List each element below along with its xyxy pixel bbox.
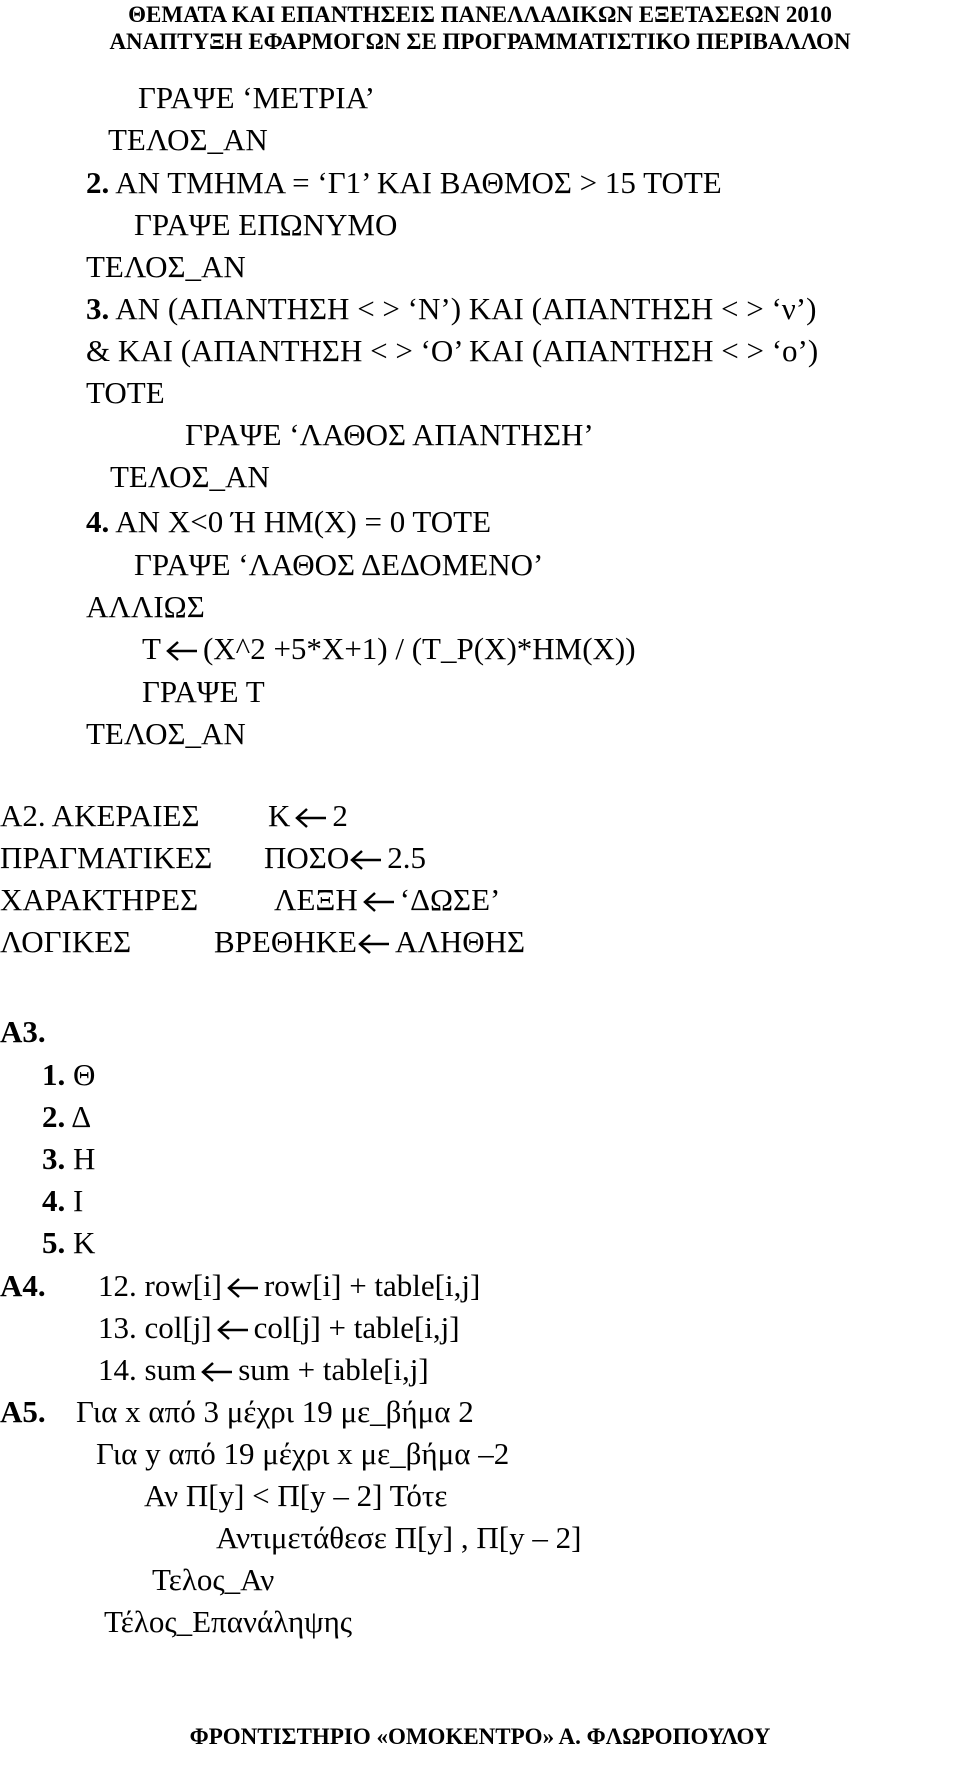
item-number: 3. [42, 1141, 66, 1176]
a1-line: ΓΡΑΨΕ ΕΠΩΝΥΜΟ [134, 207, 398, 242]
a3-answer-item [42, 1181, 83, 1221]
item-number: 2. [42, 1099, 66, 1134]
a1-line: ΤΕΛΟΣ_ΑΝ [86, 716, 246, 751]
a1-line: & ΚΑΙ (ΑΠΑΝΤΗΣΗ < > ‘Ο’ ΚΑΙ (ΑΠΑΝΤΗΣΗ < > ‘ο’) [86, 333, 819, 368]
a1-item-4 [86, 502, 491, 542]
line-number: 13. [98, 1310, 137, 1345]
a1-line: ΑΝ ΤΜΗΜΑ = ‘Γ1’ ΚΑΙ ΒΑΘΜΟΣ > 15 ΤΟΤΕ [115, 165, 722, 200]
section-label: Α5. [0, 1394, 46, 1429]
a1-line: ΤΟΤΕ [86, 375, 165, 410]
left-arrow-icon [362, 891, 396, 913]
item-value: Θ [73, 1057, 96, 1092]
decl-var: ΠΟΣΟ [264, 840, 350, 875]
header-title-line-2: ΑΝΑΠΤΥΞΗ ΕΦΑΡΜΟΓΩΝ ΣΕ ΠΡΟΓΡΑΜΜΑΤΙΣΤΙΚΟ ΠΕΡΙΒΑΛΛΟΝ [109, 29, 851, 54]
a1-item-2 [86, 163, 722, 203]
a2-declaration-reals [0, 838, 426, 878]
a1-line: ΓΡΑΨΕ ‘ΛΑΘΟΣ ΔΕΔΟΜΕΝΟ’ [134, 547, 544, 582]
a4-line-12 [0, 1266, 480, 1306]
item-number: 5. [42, 1225, 66, 1260]
assign-target: row[i] [144, 1268, 222, 1303]
assign-target: col[j] [144, 1310, 212, 1345]
item-value: Δ [71, 1099, 92, 1134]
a2-declaration-chars [0, 880, 500, 920]
assign-expression: col[j] + table[i,j] [253, 1310, 460, 1345]
line-number: 12. [98, 1268, 137, 1303]
decl-var: ΒΡΕΘΗΚΕ [214, 924, 357, 959]
left-arrow-icon [357, 933, 391, 955]
item-value: Κ [73, 1225, 96, 1260]
decl-var: Κ [268, 798, 291, 833]
line-number: 14. [98, 1352, 137, 1387]
a2-declaration-logicals [0, 922, 525, 962]
left-arrow-icon [349, 849, 383, 871]
decl-type: ΠΡΑΓΜΑΤΙΚΕΣ [0, 840, 213, 875]
left-arrow-icon [165, 640, 199, 662]
a5-line [0, 1392, 474, 1432]
a5-line: Αν Π[y] < Π[y – 2] Τότε [144, 1478, 448, 1513]
a1-line: ΓΡΑΨΕ ‘ΜΕΤΡΙΑ’ [138, 80, 375, 115]
decl-type: ΛΟΓΙΚΕΣ [0, 924, 132, 959]
a3-answer-item [42, 1055, 95, 1095]
item-number: 1. [42, 1057, 66, 1092]
decl-value: ‘ΔΩΣΕ’ [399, 882, 501, 917]
assign-target: sum [144, 1352, 197, 1387]
decl-value: 2.5 [387, 840, 426, 875]
decl-value: 2 [332, 798, 348, 833]
a5-code-text: Για x από 3 μέχρι 19 με_βήμα 2 [76, 1394, 474, 1429]
assign-target: Τ [142, 631, 161, 666]
decl-var: ΛΕΞΗ [274, 882, 358, 917]
a1-item-3 [86, 289, 816, 329]
a1-line: ΤΕΛΟΣ_ΑΝ [108, 122, 268, 157]
decl-type: Α2. ΑΚΕΡΑΙΕΣ [0, 798, 200, 833]
decl-type: ΧΑΡΑΚΤΗΡΕΣ [0, 882, 199, 917]
a5-line: Αντιμετάθεσε Π[y] , Π[y – 2] [216, 1520, 582, 1555]
a3-answer-item [42, 1139, 95, 1179]
a2-declaration-integers [0, 796, 348, 836]
header-title-line-1: ΘΕΜΑΤΑ ΚΑΙ ΕΠΑΝΤΗΣΕΙΣ ΠΑΝΕΛΛΑΔΙΚΩΝ ΕΞΕΤΑΣΕΩΝ 2010 [128, 2, 832, 27]
a1-line: ΑΝ Χ<0 Ή ΗΜ(Χ) = 0 ΤΟΤΕ [115, 504, 492, 539]
footer-text: ΦΡΟΝΤΙΣΤΗΡΙΟ «ΟΜΟΚΕΝΤΡΟ» Α. ΦΛΩΡΟΠΟΥΛΟΥ [189, 1724, 771, 1749]
section-label: Α4. [0, 1268, 46, 1303]
left-arrow-icon [294, 807, 328, 829]
a5-line: Τέλος_Επανάληψης [104, 1604, 353, 1639]
a1-line: ΤΕΛΟΣ_ΑΝ [110, 459, 270, 494]
item-value: Ι [73, 1183, 84, 1218]
a1-assignment-line [142, 629, 636, 669]
assign-expression: sum + table[i,j] [238, 1352, 429, 1387]
assign-expression: (Χ^2 +5*Χ+1) / (Τ_Ρ(Χ)*ΗΜ(Χ)) [202, 631, 636, 666]
a5-line: Τελος_Αν [152, 1562, 275, 1597]
left-arrow-icon [200, 1361, 234, 1383]
item-number: 4. [86, 504, 110, 539]
a1-line: ΑΝ (ΑΠΑΝΤΗΣΗ < > ‘Ν’) ΚΑΙ (ΑΠΑΝΤΗΣΗ < > ‘ν’) [115, 291, 817, 326]
decl-value: ΑΛΗΘΗΣ [394, 924, 526, 959]
a3-answer-item [42, 1097, 91, 1137]
left-arrow-icon [226, 1277, 260, 1299]
a3-answer-item [42, 1223, 95, 1263]
a1-line: ΑΛΛΙΩΣ [86, 589, 205, 624]
a1-line: ΓΡΑΨΕ Τ [142, 674, 265, 709]
item-number: 4. [42, 1183, 66, 1218]
left-arrow-icon [216, 1319, 250, 1341]
a5-line: Για y από 19 μέχρι x με_βήμα –2 [96, 1436, 510, 1471]
section-label: Α3. [0, 1014, 46, 1049]
item-number: 2. [86, 165, 110, 200]
item-number: 3. [86, 291, 110, 326]
a4-line-14 [98, 1350, 429, 1390]
a4-line-13 [98, 1308, 460, 1348]
item-value: Η [73, 1141, 96, 1176]
a1-line: ΓΡΑΨΕ ‘ΛΑΘΟΣ ΑΠΑΝΤΗΣΗ’ [185, 417, 594, 452]
a1-line: ΤΕΛΟΣ_ΑΝ [86, 249, 246, 284]
a3-label [0, 1012, 46, 1052]
assign-expression: row[i] + table[i,j] [263, 1268, 481, 1303]
